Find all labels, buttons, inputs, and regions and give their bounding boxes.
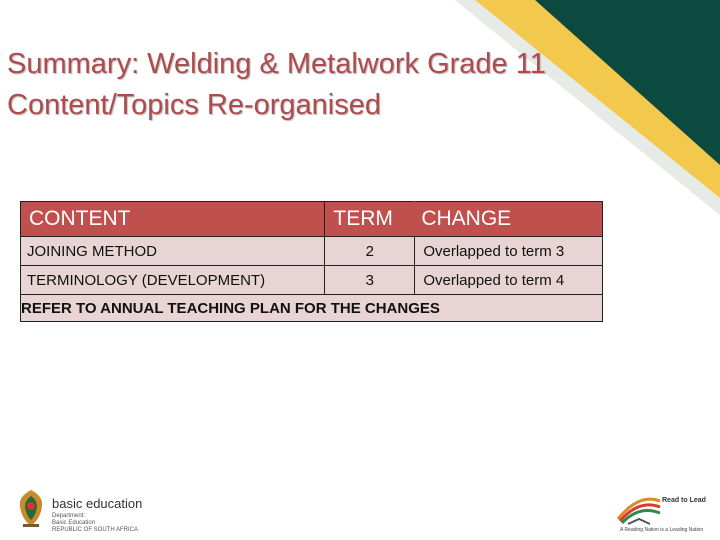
table-note: REFER TO ANNUAL TEACHING PLAN FOR THE CHANGES [21, 295, 603, 322]
cell-change: Overlapped to term 3 [415, 237, 603, 266]
read-to-lead-text: Read to Lead [662, 497, 706, 504]
cell-content: TERMINOLOGY (DEVELOPMENT) [21, 266, 325, 295]
title-line-2: Content/Topics Re-organised [7, 89, 381, 121]
table-note-row [21, 295, 603, 322]
cell-term: 3 [325, 266, 415, 295]
coat-of-arms-icon [14, 486, 48, 530]
read-to-lead-logo-icon [616, 491, 662, 527]
table-row [21, 237, 603, 266]
cell-content: JOINING METHOD [21, 237, 325, 266]
cell-change: Overlapped to term 4 [415, 266, 603, 295]
dept-line: REPUBLIC OF SOUTH AFRICA [52, 527, 139, 533]
header-content: CONTENT [21, 202, 325, 237]
header-change: CHANGE [415, 202, 603, 237]
department-block [52, 513, 138, 534]
brand-name: basic education [52, 496, 143, 511]
table-header-row [21, 202, 603, 237]
header-term: TERM [325, 202, 415, 237]
dept-line: Basic Education [52, 520, 96, 526]
title-line-1: Summary: Welding & Metalwork Grade 11 [7, 48, 546, 80]
dept-line: Department: [52, 513, 86, 519]
cell-term: 2 [325, 237, 415, 266]
content-table [20, 201, 603, 322]
tagline-text: A Reading Nation is a Leading Nation [620, 527, 704, 533]
page-title [7, 44, 667, 126]
table-row [21, 266, 603, 295]
